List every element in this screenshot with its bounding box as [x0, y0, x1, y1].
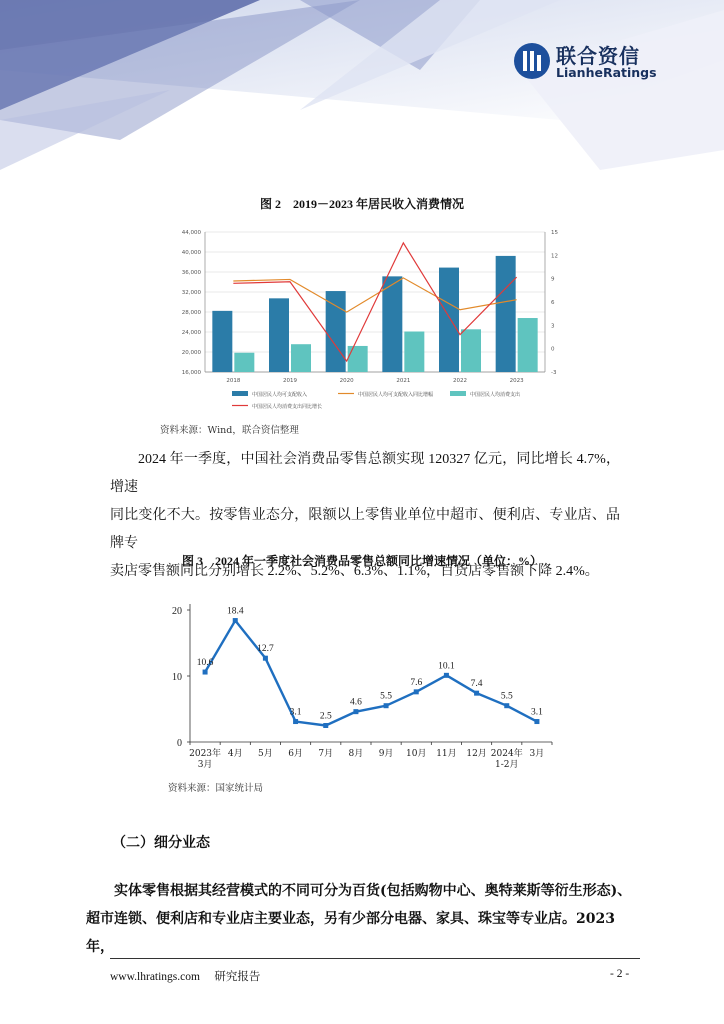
bar-income: [382, 276, 402, 372]
y-right-tick-label: 9: [551, 276, 555, 283]
paragraph-line: 同比变化不大。按零售业态分，限额以上零售业单位中超市、便利店、专业店、品牌专: [110, 508, 620, 551]
x-tick-label: 4月: [227, 749, 243, 759]
data-label: 10.6: [196, 658, 214, 669]
y-left-tick-label: 20,000: [181, 350, 201, 356]
data-label: 5.5: [500, 691, 513, 702]
figure2-source: 资料来源：Wind，联合资信整理: [160, 425, 299, 436]
figure2-title: 图 2 2019－2023 年居民收入消费情况: [259, 197, 464, 211]
x-tick-label: 2023: [509, 378, 524, 384]
x-tick-label: 3月: [197, 760, 213, 770]
paragraph-line: 卖店零售额同比分别增长 2.2%、5.2%、6.3%、1.1%，百货店零售额下降 2.4%。: [110, 564, 599, 579]
x-tick-label: 2018: [226, 378, 241, 384]
figure3-title: 图 3 2024 年一季度社会消费品零售总额同比增速情况（单位：%）: [181, 554, 542, 568]
data-label: 3.1: [289, 707, 302, 718]
x-tick-label: 6月: [288, 749, 303, 759]
bar-income: [496, 256, 516, 372]
y-tick-label: 10: [172, 672, 182, 683]
x-tick-label: 9月: [378, 749, 394, 759]
bar-income: [212, 311, 232, 372]
brand-logo: [512, 38, 662, 86]
bar-consumption: [348, 346, 368, 372]
legend-label: 中国居民人均消费支出同比增长: [252, 404, 323, 410]
page-number: - 2 -: [610, 968, 630, 980]
x-tick-label: 11月: [436, 749, 457, 759]
x-tick-label: 1-2月: [495, 760, 519, 770]
section-paragraph: [86, 877, 642, 961]
data-label: 10.1: [438, 661, 455, 672]
logo-mark-icon: [512, 41, 552, 81]
figure3-chart: [160, 592, 560, 780]
logo-text: 联合资信: [556, 44, 640, 68]
bar-consumption: [291, 344, 311, 372]
y-left-tick-label: 16,000: [181, 370, 201, 376]
legend-label: 中国居民人均消费支出: [470, 392, 521, 398]
x-tick-label: 2020: [339, 378, 354, 384]
x-tick-label: 2019: [283, 378, 297, 384]
data-point: [384, 703, 389, 708]
y-tick-label: 20: [172, 606, 182, 617]
x-tick-label: 12月: [466, 749, 487, 759]
y-right-tick-label: 15: [551, 230, 558, 236]
legend-swatch-income: [232, 391, 248, 396]
legend-label: 中国居民人均可支配收入: [252, 392, 308, 398]
footer-divider: [110, 958, 640, 959]
x-tick-label: 2022: [453, 378, 467, 384]
section-heading: （二）细分业态: [112, 835, 210, 851]
paragraph-line: 超市连锁、便利店和专业店主要业态，另有少部分电器、家具、珠宝等专业店。2023 年，: [86, 911, 615, 955]
bar-consumption: [404, 332, 424, 373]
figure2-chart: [150, 222, 580, 416]
data-point: [474, 691, 479, 696]
y-left-tick-label: 24,000: [181, 330, 201, 336]
bar-consumption: [518, 318, 538, 372]
y-left-tick-label: 40,000: [181, 250, 201, 256]
x-tick-label: 7月: [318, 749, 334, 759]
x-tick-label: 2021: [396, 378, 411, 384]
x-tick-label: 3月: [529, 749, 545, 759]
data-point: [293, 719, 298, 724]
x-tick-label: 2023年: [189, 749, 222, 759]
data-label: 18.4: [226, 606, 244, 617]
figure3-source: 资料来源：国家统计局: [168, 783, 264, 794]
y-left-tick-label: 36,000: [181, 270, 201, 276]
data-label: 12.7: [257, 644, 274, 655]
header-decoration: [0, 0, 724, 190]
y-left-tick-label: 44,000: [181, 230, 201, 236]
series-line: [205, 621, 537, 726]
x-tick-label: 2024年: [490, 749, 523, 759]
y-right-tick-label: 6: [551, 300, 555, 306]
bar-consumption: [461, 329, 481, 372]
x-tick-label: 5月: [258, 749, 273, 759]
data-label: 4.6: [349, 697, 362, 708]
data-label: 5.5: [380, 691, 393, 702]
paragraph-line: 实体零售根据其经营模式的不同可分为百货(包括购物中心、奥特莱斯等衍生形态)、: [114, 883, 632, 899]
legend-swatch-consumption: [450, 391, 466, 396]
data-point: [233, 618, 238, 623]
x-tick-label: 8月: [348, 749, 364, 759]
y-right-tick-label: 0: [551, 346, 555, 353]
data-label: 7.4: [470, 679, 483, 690]
legend-label: 中国居民人均可支配收入同比增幅: [358, 392, 434, 398]
data-point: [414, 689, 419, 694]
y-left-tick-label: 28,000: [181, 310, 201, 316]
logo-subtext: LianheRatings: [556, 65, 657, 80]
data-point: [504, 703, 509, 708]
data-point: [323, 723, 328, 728]
data-point: [444, 673, 449, 678]
bar-income: [269, 298, 289, 372]
footer-site: www.lhratings.com 研究报告: [110, 971, 261, 983]
data-point: [534, 719, 539, 724]
x-tick-label: 10月: [406, 749, 427, 759]
y-right-tick-label: 3: [551, 323, 555, 330]
data-point: [203, 670, 208, 675]
y-tick-label: 0: [177, 738, 182, 749]
data-label: 3.1: [530, 707, 543, 718]
paragraph-line: 2024 年一季度，中国社会消费品零售总额实现 120327 亿元，同比增长 4.7%，增速: [110, 452, 620, 495]
data-point: [263, 656, 268, 661]
data-point: [353, 709, 358, 714]
data-label: 7.6: [410, 677, 423, 688]
bar-income: [326, 291, 346, 372]
y-left-tick-label: 32,000: [181, 290, 201, 296]
bar-consumption: [234, 353, 254, 372]
y-right-tick-label: 12: [551, 253, 558, 260]
bar-income: [439, 268, 459, 372]
data-label: 2.5: [319, 711, 332, 722]
y-right-tick-label: -3: [551, 370, 557, 376]
